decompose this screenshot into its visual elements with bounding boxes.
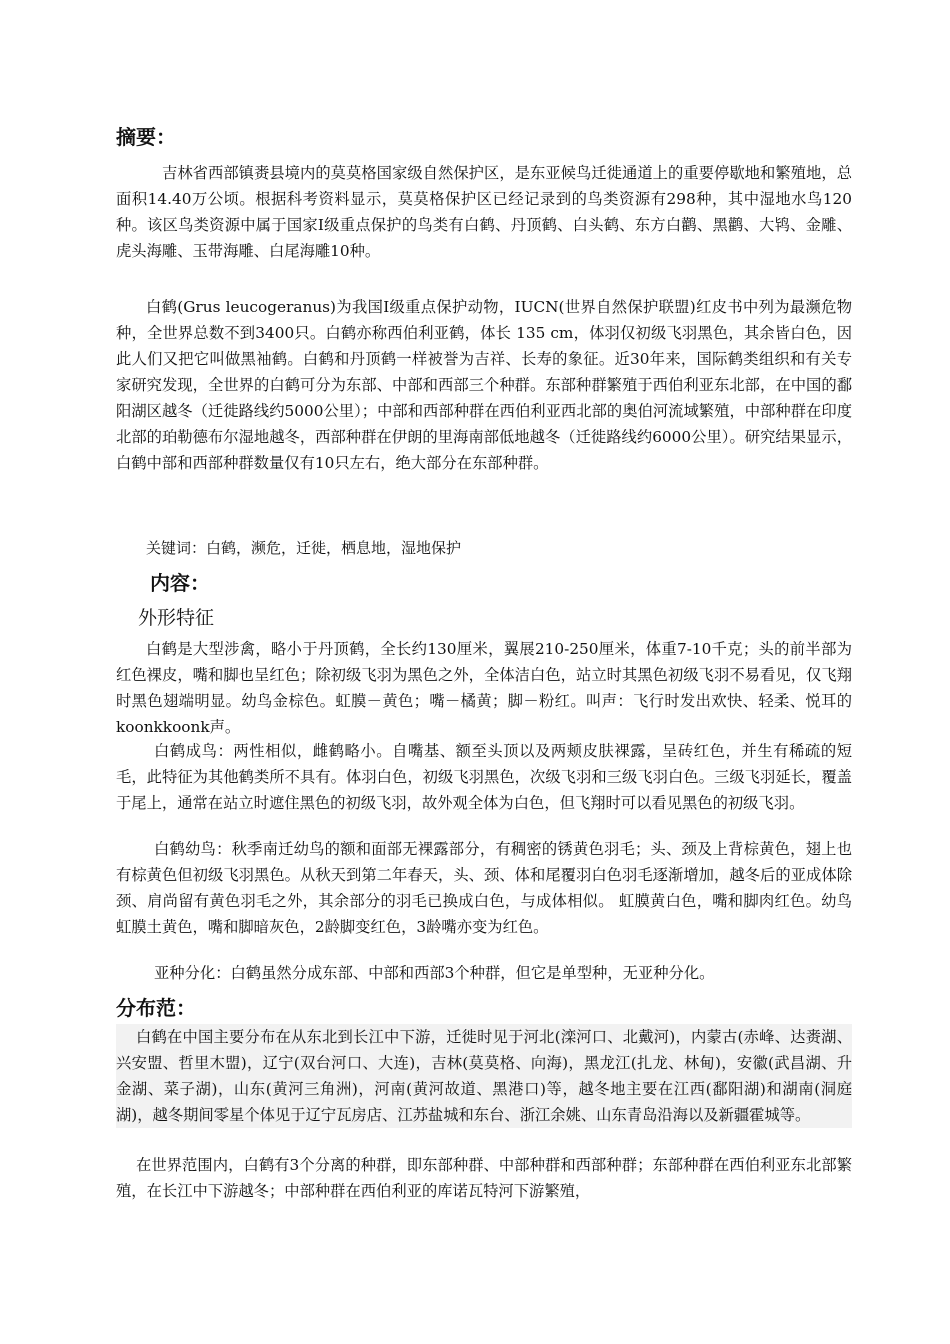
morphology-paragraph-4: 亚种分化：白鹤虽然分成东部、中部和西部3个种群，但它是单型种，无亚种分化。 [154,964,715,982]
distribution-paragraph-1: 白鹤在中国主要分布在从东北到长江中下游，迁徙时见于河北(滦河口、北戴河)，内蒙古(赤峰、达赉湖、兴安盟、哲里木盟)，辽宁(双台河口、大连)，吉林(莫莫格、向海)，黑龙江(扎龙、林甸)，安徽(武昌湖、升金湖、菜子湖)，山东(黄河三角洲)，河南(黄河故道、黑港口)等，越冬地主要在江西(鄱阳湖)和湖南(洞庭湖)，越冬期间零星个体见于辽宁瓦房店、江苏盐城和东台、浙江余姚、山东青岛沿海以及新疆霍城等。 [116,1024,852,1128]
morphology-paragraph-1: 白鹤是大型涉禽，略小于丹顶鹤，全长约130厘米，翼展210-250厘米，体重7-10千克；头的前半部为红色裸皮，嘴和脚也呈红色；除初级飞羽为黑色之外，全体洁白色，站立时其黑色初级飞羽不易看见，仅飞翔时黑色翅端明显。幼鸟金棕色。虹膜－黄色；嘴－橘黄；脚－粉红。叫声：飞行时发出欢快、轻柔、悦耳的koonkkoonk声。 [116,640,852,736]
morphology-heading: 外形特征 [138,607,215,629]
keywords-line: 关键词：白鹤，濒危，迁徙，栖息地，湿地保护 [146,539,462,557]
abstract-paragraph-1: 吉林省西部镇赉县境内的莫莫格国家级自然保护区，是东亚候鸟迁徙通道上的重要停歇地和繁殖地，总面积14.40万公顷。根据科考资料显示，莫莫格保护区已经记录到的鸟类资源有298种，其中湿地水鸟120种。该区鸟类资源中属于国家Ⅰ级重点保护的鸟类有白鹤、丹顶鹤、白头鹤、东方白鹳、黑鹳、大鸨、金雕、虎头海雕、玉带海雕、白尾海雕10种。 [116,164,852,260]
distribution-heading: 分布范： [116,996,196,1020]
morphology-paragraph-2: 白鹤成鸟：两性相似，雌鹤略小。自嘴基、额至头顶以及两颊皮肤裸露，呈砖红色，并生有稀疏的短毛，此特征为其他鹤类所不具有。体羽白色，初级飞羽黑色，次级飞羽和三级飞羽白色。三级飞羽延长，覆盖于尾上，通常在站立时遮住黑色的初级飞羽，故外观全体为白色，但飞翔时可以看见黑色的初级飞羽。 [116,742,852,812]
abstract-paragraph-2: 白鹤(Grus leucogeranus)为我国Ⅰ级重点保护动物，IUCN(世界自然保护联盟)红皮书中列为最濒危物种，全世界总数不到3400只。白鹤亦称西伯利亚鹤，体长 135 cm，体羽仅初级飞羽黑色，其余皆白色，因此人们又把它叫做黑袖鹤。白鹤和丹顶鹤一样被誉为吉祥、长寿的象征。近30年来，国际鹤类组织和有关专家研究发现，全世界的白鹤可分为东部、中部和西部三个种群。东部种群繁殖于西伯利亚东北部，在中国的鄱阳湖区越冬（迁徙路线约5000公里）；中部和西部种群在西伯利亚西北部的奥伯河流域繁殖，中部种群在印度北部的珀勒德布尔湿地越冬，西部种群在伊朗的里海南部低地越冬（迁徙路线约6000公里）。研究结果显示，白鹤中部和西部种群数量仅有10只左右，绝大部分在东部种群。 [116,298,852,472]
content-heading: 内容： [150,571,210,595]
morphology-paragraph-3: 白鹤幼鸟：秋季南迁幼鸟的额和面部无裸露部分，有稠密的锈黄色羽毛；头、颈及上背棕黄色，翅上也有棕黄色但初级飞羽黑色。从秋天到第二年春天，头、颈、体和尾覆羽白色羽毛逐渐增加，越冬后的亚成体除颈、肩尚留有黄色羽毛之外，其余部分的羽毛已换成白色，与成体相似。 虹膜黄白色，嘴和脚肉红色。幼鸟虹膜土黄色，嘴和脚暗灰色，2龄脚变红色，3龄嘴亦变为红色。 [116,840,852,936]
distribution-paragraph-2: 在世界范围内，白鹤有3个分离的种群，即东部种群、中部种群和西部种群；东部种群在西伯利亚东北部繁殖，在长江中下游越冬；中部种群在西伯利亚的库诺瓦特河下游繁殖， [116,1156,852,1200]
abstract-heading: 摘要： [116,125,176,149]
